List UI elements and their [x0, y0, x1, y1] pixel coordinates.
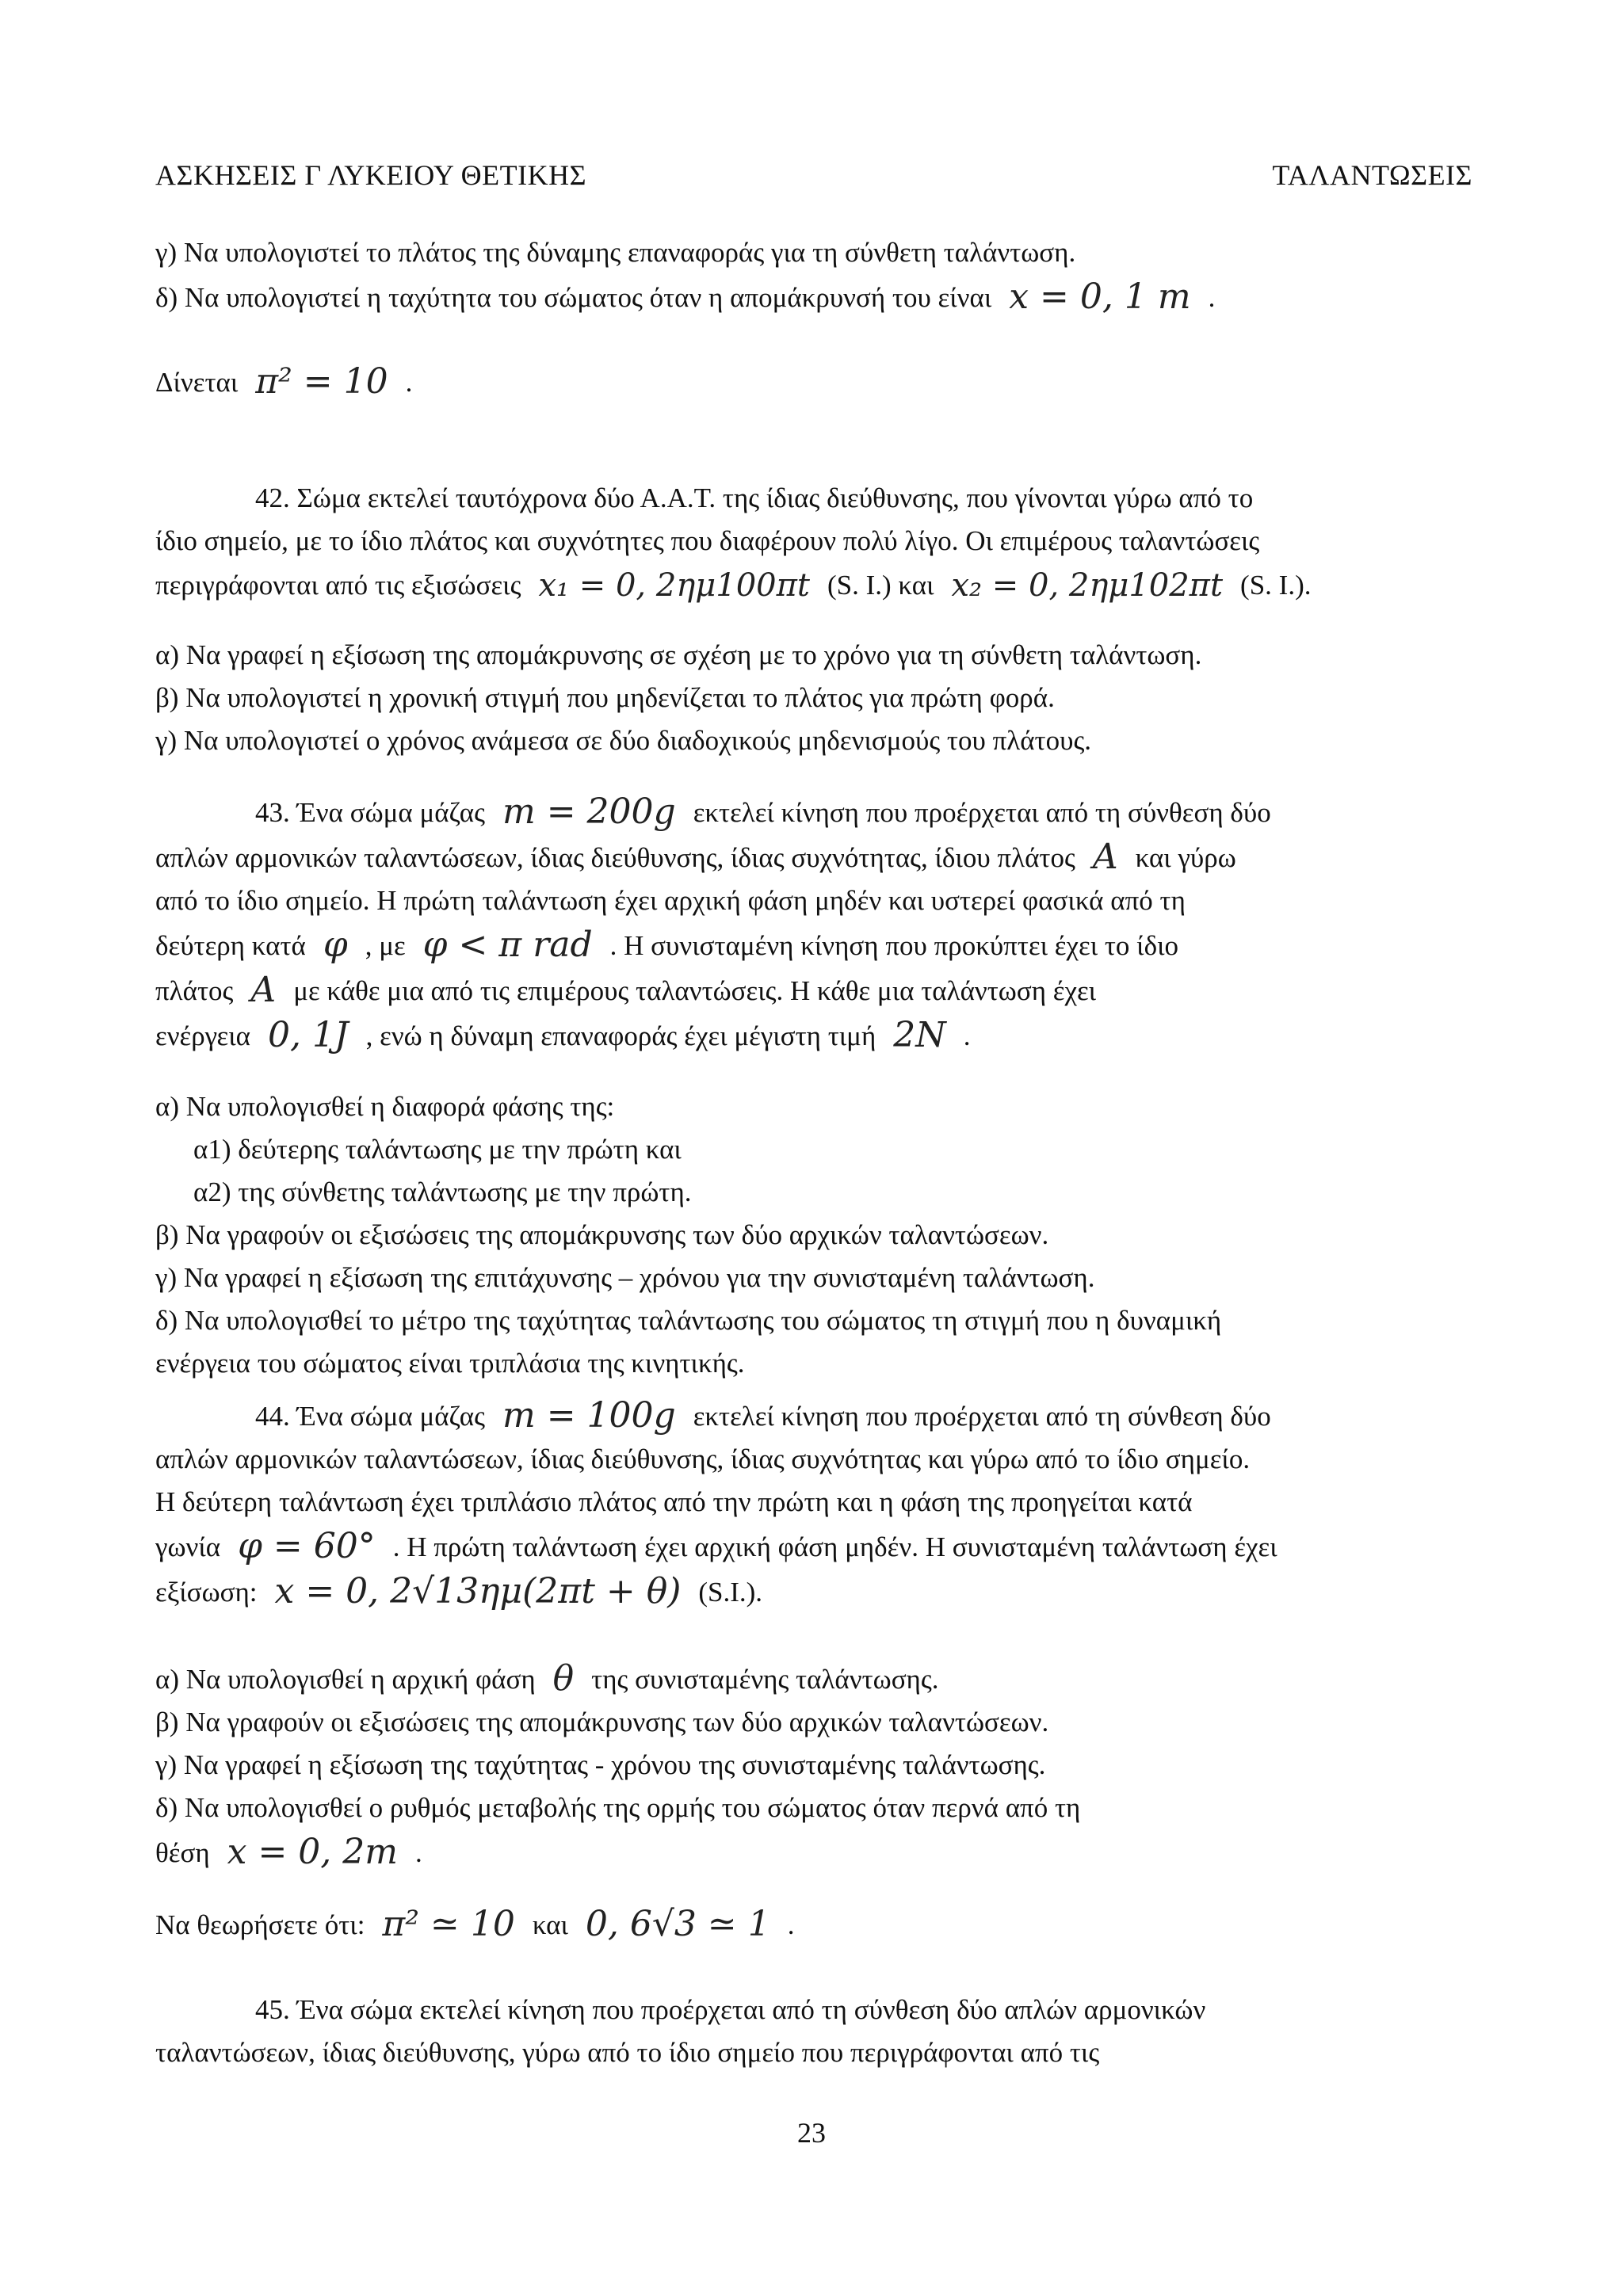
question-g: γ) Να υπολογιστεί το πλάτος της δύναμης επαναφοράς για τη σύνθετη ταλάντωση.: [155, 237, 1076, 268]
exercise-44-line-1: [155, 1393, 1472, 1438]
text: , ενώ η δύναμη επαναφοράς έχει μέγιστη τιμή: [365, 1020, 876, 1051]
header-right: ΤΑΛΑΝΤΩΣΕΙΣ: [1272, 159, 1472, 191]
question-c: γ) Να γραφεί η εξίσωση της επιτάχυνσης – χρόνου για την συνισταμένη ταλάντωση.: [155, 1262, 1095, 1293]
header-left: ΑΣΚΗΣΕΙΣ Γ ΛΥΚΕΙΟΥ ΘΕΤΙΚΗΣ: [155, 159, 587, 191]
text: .: [963, 1020, 971, 1051]
text: , με: [365, 930, 406, 961]
exercise-45: [155, 1989, 1472, 2074]
question-d-line-1: δ) Να υπολογισθεί το μέτρο της ταχύτητας ταλάντωσης του σώματος τη στιγμή που η δυναμική: [155, 1305, 1222, 1336]
question-b: β) Να γραφούν οι εξισώσεις της απομάκρυνσης των δύο αρχικών ταλαντώσεων.: [155, 1219, 1049, 1250]
question-a: α) Να υπολογισθεί η διαφορά φάσης της:: [155, 1091, 615, 1122]
question-c: γ) Να γραφεί η εξίσωση της ταχύτητας - χρόνου της συνισταμένης ταλάντωσης.: [155, 1749, 1046, 1780]
text: (S. I.) και: [827, 570, 934, 601]
exercise-44-line-5: [155, 1569, 1472, 1614]
math-expression: θ: [552, 1658, 575, 1699]
exercise-44-questions: [155, 1656, 1472, 1875]
exercise-43-line-6: [155, 1013, 1472, 1058]
math-expression: φ: [323, 925, 348, 965]
exercise-43-line-2: [155, 834, 1472, 879]
text: (S. I.).: [1240, 570, 1312, 601]
math-expression: 0, 1J: [268, 1015, 349, 1055]
text: με κάθε μια από τις επιμέρους ταλαντώσεις. Η κάθε μια ταλάντωση έχει: [293, 975, 1097, 1006]
text: εξίσωση:: [155, 1577, 258, 1608]
math-expression: A: [250, 970, 277, 1010]
math-expression: x₂ = 0, 2ημ102πt: [951, 567, 1224, 604]
math-expression: m = 100g: [502, 1395, 676, 1436]
exercise-42-line-3: [155, 563, 1472, 607]
question-c: γ) Να υπολογιστεί ο χρόνος ανάμεσα σε δύο διαδοχικούς μηδενισμούς του πλάτους.: [155, 725, 1092, 756]
text: (S.I.).: [698, 1577, 763, 1608]
math-expression: x₁ = 0, 2ημ100πt: [538, 567, 810, 604]
text: .: [414, 1837, 422, 1868]
math-expression: φ < π rad: [422, 925, 593, 965]
exercise-45-line-2: ταλαντώσεων, ίδιας διεύθυνσης, γύρω από το ίδιο σημείο που περιγράφονται από τις: [155, 2037, 1100, 2068]
text: περιγράφονται από τις εξισώσεις: [155, 570, 521, 601]
text: 44. Ένα σώμα μάζας: [255, 1401, 485, 1432]
text: ενέργεια: [155, 1020, 251, 1051]
exercise-44-line-2: απλών αρμονικών ταλαντώσεων, ίδιας διεύθυνσης, ίδιας συχνότητας και γύρω από το ίδιο σημείο.: [155, 1444, 1251, 1474]
question-a1: α1) δεύτερης ταλάντωσης με την πρώτη και: [193, 1134, 682, 1165]
punctuation: .: [1208, 282, 1216, 313]
given-note: [155, 359, 1472, 404]
text: . Η πρώτη ταλάντωση έχει αρχική φάση μηδέν. Η συνισταμένη ταλάντωση έχει: [392, 1531, 1277, 1562]
math-expression: x = 0, 1 m: [1009, 277, 1191, 317]
math-expression: π² = 10: [255, 361, 388, 402]
math-expression: A: [1092, 837, 1118, 877]
question-d-line-2: ενέργεια του σώματος είναι τριπλάσια της κινητικής.: [155, 1348, 745, 1379]
page-number: 23: [797, 2117, 826, 2149]
exercise-42-line-2: ίδιο σημείο, με το ίδιο πλάτος και συχνότητες που διαφέρουν πολύ λίγο. Οι επιμέρους ταλαντώσεις: [155, 525, 1260, 556]
exercise-43-questions: [155, 1085, 1472, 1385]
question-a: α) Να γραφεί η εξίσωση της απομάκρυνσης σε σχέση με το χρόνο για τη σύνθετη ταλάντωση.: [155, 639, 1202, 670]
exercise-42-line-1: 42. Σώμα εκτελεί ταυτόχρονα δύο Α.Α.Τ. της ίδιας διεύθυνσης, που γίνονται γύρω από το: [255, 482, 1254, 513]
page-header: [155, 154, 1472, 196]
question-d: [155, 274, 1472, 319]
text: εκτελεί κίνηση που προέρχεται από τη σύνθεση δύο: [693, 797, 1271, 828]
exercise-43-line-3: από το ίδιο σημείο. Η πρώτη ταλάντωση έχει αρχική φάση μηδέν και υστερεί φασικά από τη: [155, 885, 1186, 916]
given-line: [155, 359, 1472, 404]
exercise-44-note: [155, 1901, 1472, 1947]
punctuation: .: [405, 367, 413, 398]
exercise-43-line-5: [155, 967, 1472, 1013]
text: .: [787, 1909, 795, 1940]
math-expression: x = 0, 2√13ημ(2πt + θ): [274, 1571, 682, 1611]
note-line: [155, 1901, 1472, 1947]
exercise-42: [155, 477, 1472, 607]
math-expression: m = 200g: [502, 791, 676, 832]
exercise-43: [155, 789, 1472, 1058]
given-text: Δίνεται: [155, 367, 239, 398]
text: της συνισταμένης ταλάντωσης.: [591, 1664, 939, 1695]
question-d-line-1: δ) Να υπολογισθεί ο ρυθμός μεταβολής της ορμής του σώματος όταν περνά από τη: [155, 1792, 1081, 1823]
exercise-44-line-3: Η δεύτερη ταλάντωση έχει τριπλάσιο πλάτος από την πρώτη και η φάση της προηγείται κατά: [155, 1486, 1193, 1517]
text: θέση: [155, 1837, 210, 1868]
text: και: [532, 1909, 568, 1940]
text: δεύτερη κατά: [155, 930, 306, 961]
question-a: [155, 1656, 1472, 1701]
exercise-41-continuation: [155, 231, 1472, 319]
math-expression: x = 0, 2m: [227, 1832, 398, 1872]
question-b: β) Να γραφούν οι εξισώσεις της απομάκρυνσης των δύο αρχικών ταλαντώσεων.: [155, 1707, 1049, 1737]
math-expression: π² ≃ 10: [382, 1904, 515, 1944]
text: απλών αρμονικών ταλαντώσεων, ίδιας διεύθυνσης, ίδιας συχνότητας, ίδιου πλάτος: [155, 842, 1075, 873]
question-b: β) Να υπολογιστεί η χρονική στιγμή που μηδενίζεται το πλάτος για πρώτη φορά.: [155, 682, 1055, 713]
exercise-44: [155, 1393, 1472, 1614]
exercise-43-line-1: [155, 789, 1472, 834]
exercise-43-line-4: [155, 922, 1472, 967]
text: Να θεωρήσετε ότι:: [155, 1909, 365, 1940]
question-d-line-2: [155, 1829, 1472, 1875]
exercise-44-line-4: [155, 1524, 1472, 1569]
question-a2: α2) της σύνθετης ταλάντωσης με την πρώτη.: [193, 1177, 692, 1207]
text: εκτελεί κίνηση που προέρχεται από τη σύνθεση δύο: [693, 1401, 1271, 1432]
text: 43. Ένα σώμα μάζας: [255, 797, 485, 828]
math-expression: φ = 60°: [238, 1526, 376, 1566]
question-d-text: δ) Να υπολογιστεί η ταχύτητα του σώματος όταν η απομάκρυνσή του είναι: [155, 282, 992, 313]
text: και γύρω: [1135, 842, 1236, 873]
text: . Η συνισταμένη κίνηση που προκύπτει έχει το ίδιο: [609, 930, 1179, 961]
exercise-45-line-1: 45. Ένα σώμα εκτελεί κίνηση που προέρχεται από τη σύνθεση δύο απλών αρμονικών: [255, 1994, 1206, 2025]
text: α) Να υπολογισθεί η αρχική φάση: [155, 1664, 536, 1695]
math-expression: 2N: [893, 1015, 946, 1055]
text: γωνία: [155, 1531, 221, 1562]
exercise-42-questions: [155, 634, 1472, 762]
math-expression: 0, 6√3 ≃ 1: [585, 1904, 770, 1944]
text: πλάτος: [155, 975, 234, 1006]
